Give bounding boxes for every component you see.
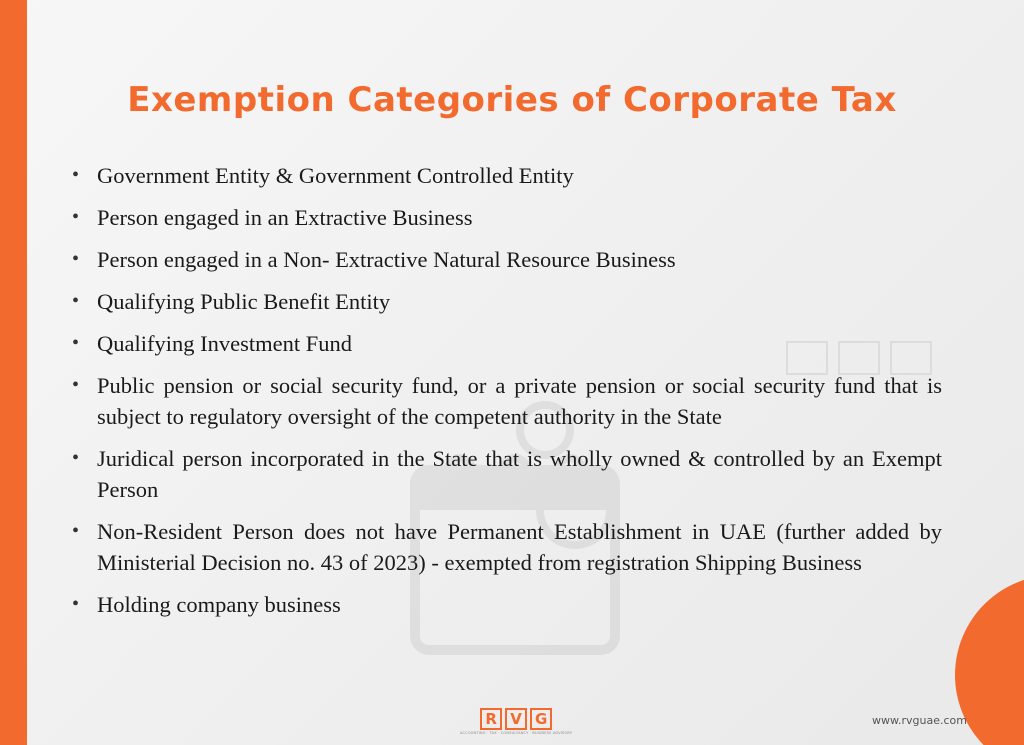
list-item: • Public pension or social security fund, or a private pension or social security fund that is subject to regulatory oversight of the competent authority in the State: [72, 370, 942, 432]
list-item: • Qualifying Public Benefit Entity: [72, 286, 942, 317]
logo-tagline: ACCOUNTING · TAX · CONSULTANCY · BUSINESS ADVISORY: [460, 731, 573, 735]
slide-title: Exemption Categories of Corporate Tax: [127, 80, 897, 120]
rvg-logo: [460, 708, 572, 735]
list-item: • Person engaged in a Non- Extractive Natural Resource Business: [72, 244, 942, 275]
list-item: • Non-Resident Person does not have Permanent Establishment in UAE (further added by Ministerial Decision no. 43 of 2023) - exempted from registration Shipping Business: [72, 516, 942, 578]
logo-letter: R: [480, 708, 502, 730]
website-url: www.rvguae.com: [872, 714, 967, 727]
list-item: • Holding company business: [72, 589, 942, 620]
list-item: • Qualifying Investment Fund: [72, 328, 942, 359]
logo-letter: V: [505, 708, 527, 730]
list-item: • Government Entity & Government Controlled Entity: [72, 160, 942, 191]
logo-letters: [480, 708, 552, 730]
list-item: • Juridical person incorporated in the State that is wholly owned & controlled by an Exempt Person: [72, 443, 942, 505]
list-item: • Person engaged in an Extractive Business: [72, 202, 942, 233]
logo-letter: G: [530, 708, 552, 730]
exemption-list: [72, 160, 942, 631]
